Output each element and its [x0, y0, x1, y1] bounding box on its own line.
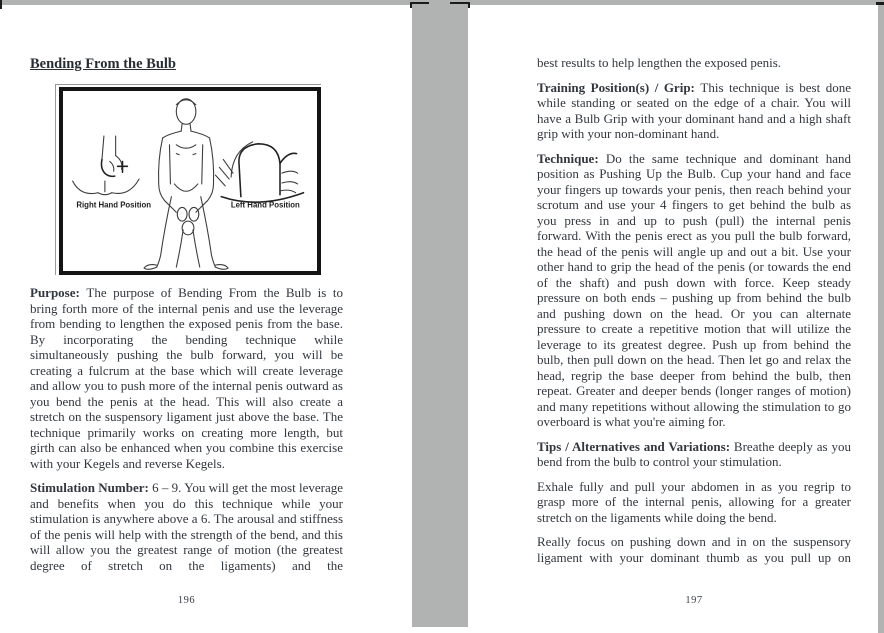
paragraph-text: This technique is best done while standing or seated on the edge of a chair. You will have a Bulb Grip with your dominant hand and a high shaft grip with your non-dominant hand.: [537, 79, 852, 141]
standing-figure-drawing: [144, 99, 228, 269]
left-hand-position-label: Left Hand Position: [230, 200, 300, 210]
page-number-right: 197: [685, 595, 703, 606]
paragraph-tips: [537, 439, 851, 470]
right-hand-inset-drawing: [73, 136, 140, 195]
paragraph-text: The purpose of Bending From the Bulb is to bring forth more of the internal penis and use the leverage from bending to lengthen the exposed penis from the base. By incorporating the bending technique while simultaneously pushing the bulb forward, you will be creating a fulcrum at the base which will create leverage and allow you to push more of the internal penis outward as you bend the penis at the head. This will also create a stretch on the suspensory ligament just above the base. The technique primarily works on creating more length, but girth can also be enhanced when you combine this exercise with your Kegels and reverse Kegels.: [30, 285, 343, 471]
paragraph-text: best results to help lengthen the exposed penis.: [537, 55, 782, 70]
viewer-background-right: [878, 0, 884, 633]
paragraph-text: Really focus on pushing down and in on the suspensory ligament with your dominant thumb as you pull up on: [537, 534, 851, 565]
paragraph-text: 6 – 9. You will get the most leverage and benefits when you do this technique while your stimulation is anywhere above a 6. The arousal and stiffness of the penis will help with the strength of the bend, and this will allow you the greatest range of motion (the greatest degree of stretch on the ligaments) and the: [30, 480, 343, 573]
paragraph-purpose: [30, 285, 343, 471]
exercise-illustration: [55, 84, 321, 275]
right-page-column: [537, 55, 851, 565]
page-number-left: 196: [177, 595, 196, 606]
paragraph-label: Technique:: [537, 150, 606, 166]
book-page-right: [468, 0, 878, 633]
paragraph-training-position: [537, 80, 851, 142]
paragraph-text: Do the same technique and dominant hand position as Pushing Up the Bulb. Cup your hand and face your fingers up towards your penis, then reach behind your scrotum and use your 4 fingers to get behind the bulb as you press in and up to push (pull) the internal penis forward. With the penis erect as you pull the bulb forward, the head of the penis will angle up and out a bit. Use your other hand to grip the head of the penis (or towards the end of the shaft) and push down with force. Keep steady pressure on both ends – pushing up from behind the bulb and pushing down on the head. Or you can alternate pressure to create a repetitive motion that will utilize the leverage to its greatest degree. Push up from behind the bulb, then pull down on the head. Then let go and relax the head, regrip the base deeper from behind the bulb, then repeat. Greater and deeper bends (longer ranges of motion) and many repetitions without allowing the stimulation to go overboard is what you're aiming for.: [537, 150, 851, 429]
paragraph-label: Training Position(s) / Grip:: [537, 79, 701, 95]
section-heading: Bending From the Bulb: [30, 56, 176, 72]
book-page-left: [0, 0, 412, 633]
paragraph-stimulation-number: [30, 480, 343, 573]
scan-artifact: [410, 2, 429, 4]
paragraph-technique: [537, 151, 851, 430]
paragraph-text: Breathe deeply as you bend from the bulb to control your stimulation.: [537, 438, 851, 469]
page-gutter: [412, 0, 468, 627]
paragraph-label: Tips / Alternatives and Variations:: [537, 438, 734, 454]
scan-artifact: [450, 2, 470, 4]
paragraph-label: Purpose:: [30, 285, 87, 300]
figure-drawing: [63, 91, 317, 271]
paragraph-focus: [537, 534, 851, 565]
illustration-frame: [59, 87, 321, 275]
left-page-column: [30, 55, 343, 573]
paragraph-label: Stimulation Number:: [30, 480, 153, 495]
left-hand-inset-drawing: [215, 142, 303, 202]
paragraph-continuation: [537, 55, 851, 71]
paragraph-exhale: [537, 479, 851, 526]
right-hand-position-label: Right Hand Position: [76, 200, 152, 210]
paragraph-text: Exhale fully and pull your abdomen in as you regrip to grasp more of the internal penis, allowing for a greater stretch on the ligaments while doing the bend.: [537, 478, 851, 525]
